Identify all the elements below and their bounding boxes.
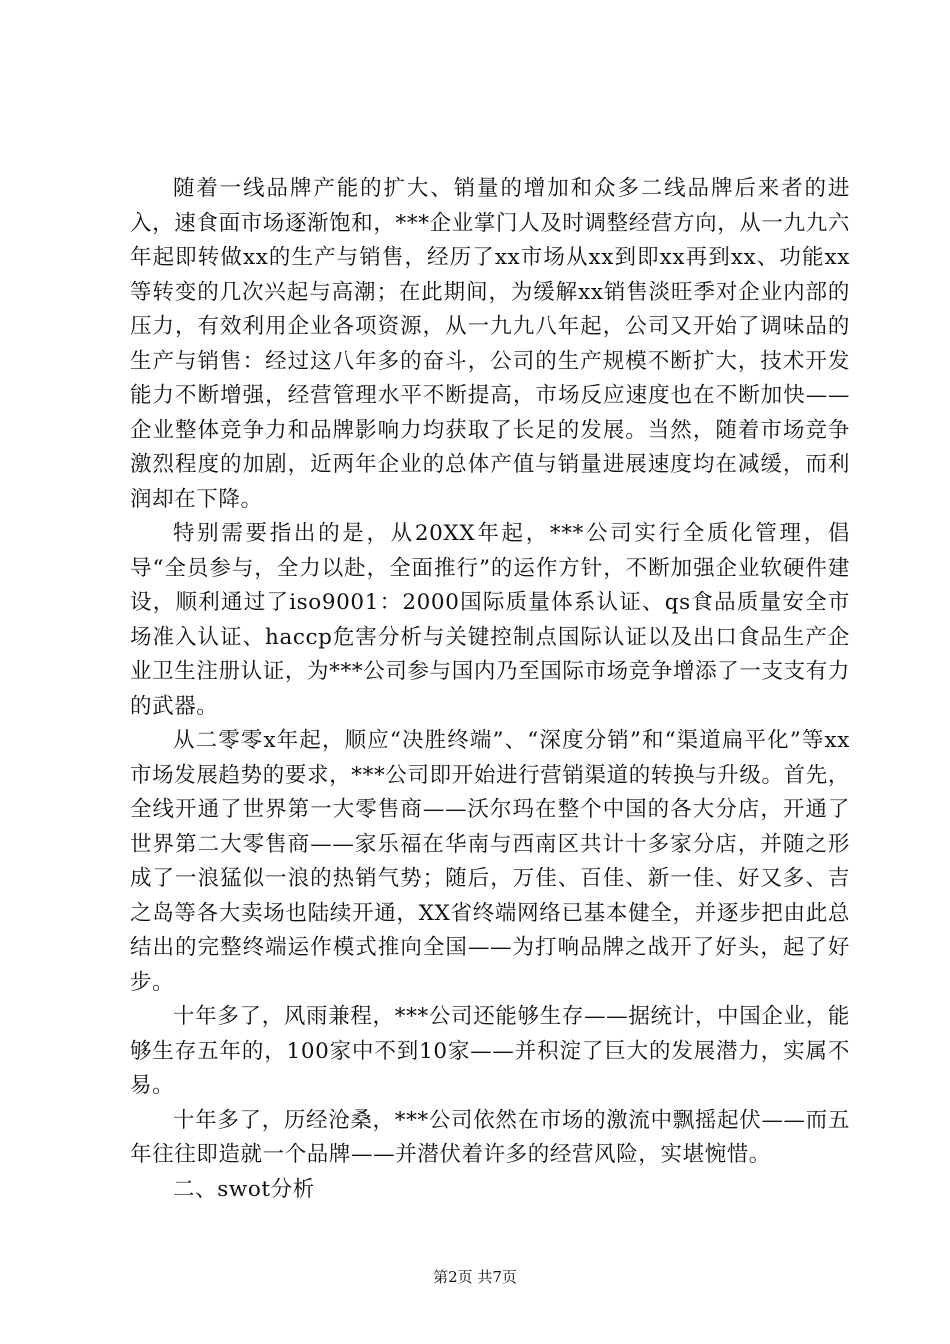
paragraph-risks: 十年多了，历经沧桑，***公司依然在市场的激流中飘摇起伏——而五年往往即造就一个品牌——并潜伏着许多的经营风险，实堪惋惜。 (130, 1107, 850, 1167)
paragraph-survival: 十年多了，风雨兼程，***公司还能够生存——据统计，中国企业，能够生存五年的，100家中不到10家——并积淀了巨大的发展潜力，实属不易。 (130, 1004, 850, 1098)
section-heading-swot: 二、swot分析 (173, 1176, 315, 1202)
page-number-footer: 第2页 共7页 (433, 1268, 517, 1286)
paragraph-company-history: 随着一线品牌产能的扩大、销量的增加和众多二线品牌后来者的进入，速食面市场逐渐饱和，***企业掌门人及时调整经营方向，从一九九六年起即转做xx的生产与销售，经历了xx市场从xx到即xx再到xx、功能xx等转变的几次兴起与高潮；在此期间，为缓解xx销售淡旺季对企业内部的压力，有效利用企业各项资源，从一九九八年起，公司又开始了调味品的生产与销售：经过这八年多的奋斗，公司的生产规模不断扩大，技术开发能力不断增强，经营管理水平不断提高，市场反应速度也在不断加快——企业整体竞争力和品牌影响力均获取了长足的发展。当然，随着市场竞争激烈程度的加剧，近两年企业的总体产值与销量进展速度均在减缓，而利润却在下降。 (130, 176, 850, 512)
paragraph-quality-management: 特别需要指出的是，从20XX年起，***公司实行全质化管理，倡导“全员参与，全力以赴，全面推行”的运作方针，不断加强企业软硬件建设，顺利通过了iso9001：2000国际质量体系认证、qs食品质量安全市场准入认证、haccp危害分析与关键控制点国际认证以及出口食品生产企业卫生注册认证，为***公司参与国内乃至国际市场竞争增添了一支支有力的武器。 (130, 521, 850, 719)
paragraph-marketing-channels: 从二零零x年起，顺应“决胜终端”、“深度分销”和“渠道扁平化”等xx市场发展趋势的要求，***公司即开始进行营销渠道的转换与升级。首先，全线开通了世界第一大零售商——沃尔玛在整个中国的各大分店，开通了世界第二大零售商——家乐福在华南与西南区共计十多家分店，并随之形成了一浪猛似一浪的热销气势；随后，万佳、百佳、新一佳、好又多、吉之岛等各大卖场也陆续开通，XX省终端网络已基本健全，并逐步把由此总结出的完整终端运作模式推向全国——为打响品牌之战开了好头，起了好步。 (130, 728, 850, 995)
document-body (130, 172, 850, 1207)
